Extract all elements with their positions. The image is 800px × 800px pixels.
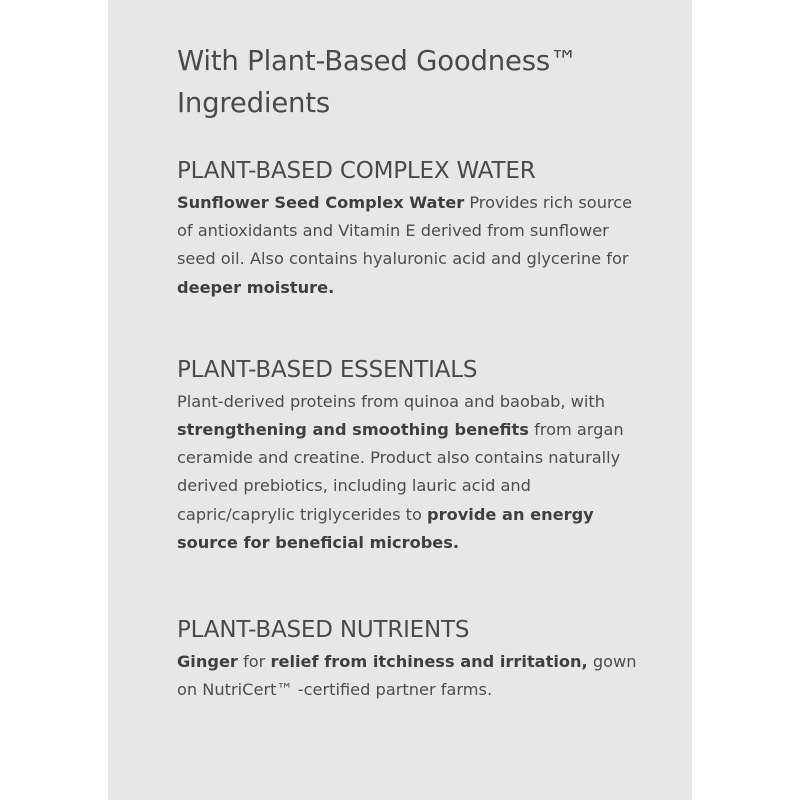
section-body	[177, 648, 637, 704]
emphasis-text: strengthening and smoothing benefits	[177, 420, 529, 440]
emphasis-text: Ginger	[177, 652, 238, 672]
body-text: for	[237, 652, 271, 672]
body-text: Plant-derived proteins from quinoa and baobab, with	[177, 391, 605, 411]
body-text: gown on NutriCert™ -certified partner farms.	[177, 652, 637, 700]
body-text: from argan ceramide and creatine. Product also contains naturally derived prebiotics, including lauric acid and capric/caprylic triglycerides to	[177, 420, 624, 524]
section-body	[177, 388, 637, 557]
section-body	[177, 189, 637, 302]
emphasis-text: Sunflower Seed Complex Water	[177, 193, 465, 212]
emphasis-text: relief from itchiness and irritation,	[270, 652, 588, 672]
page-title: With Plant-Based Goodness™ Ingredients	[177, 45, 578, 119]
emphasis-text: provide an energy source for beneficial microbes.	[177, 504, 594, 552]
section-nutrients	[177, 615, 637, 704]
section-title: PLANT-BASED COMPLEX WATER	[177, 158, 536, 184]
section-essentials	[177, 355, 637, 557]
section-complex-water	[177, 156, 637, 302]
section-title: PLANT-BASED NUTRIENTS	[177, 617, 470, 644]
emphasis-text: deeper moisture.	[177, 277, 335, 297]
body-text: Provides rich source of antioxidants and Vitamin E derived from sunflower seed oil. Also contains hyaluronic acid and glycerine for	[177, 193, 633, 269]
ingredients-panel	[108, 0, 692, 800]
ingredients-content	[177, 40, 637, 704]
section-title: PLANT-BASED ESSENTIALS	[177, 356, 478, 383]
